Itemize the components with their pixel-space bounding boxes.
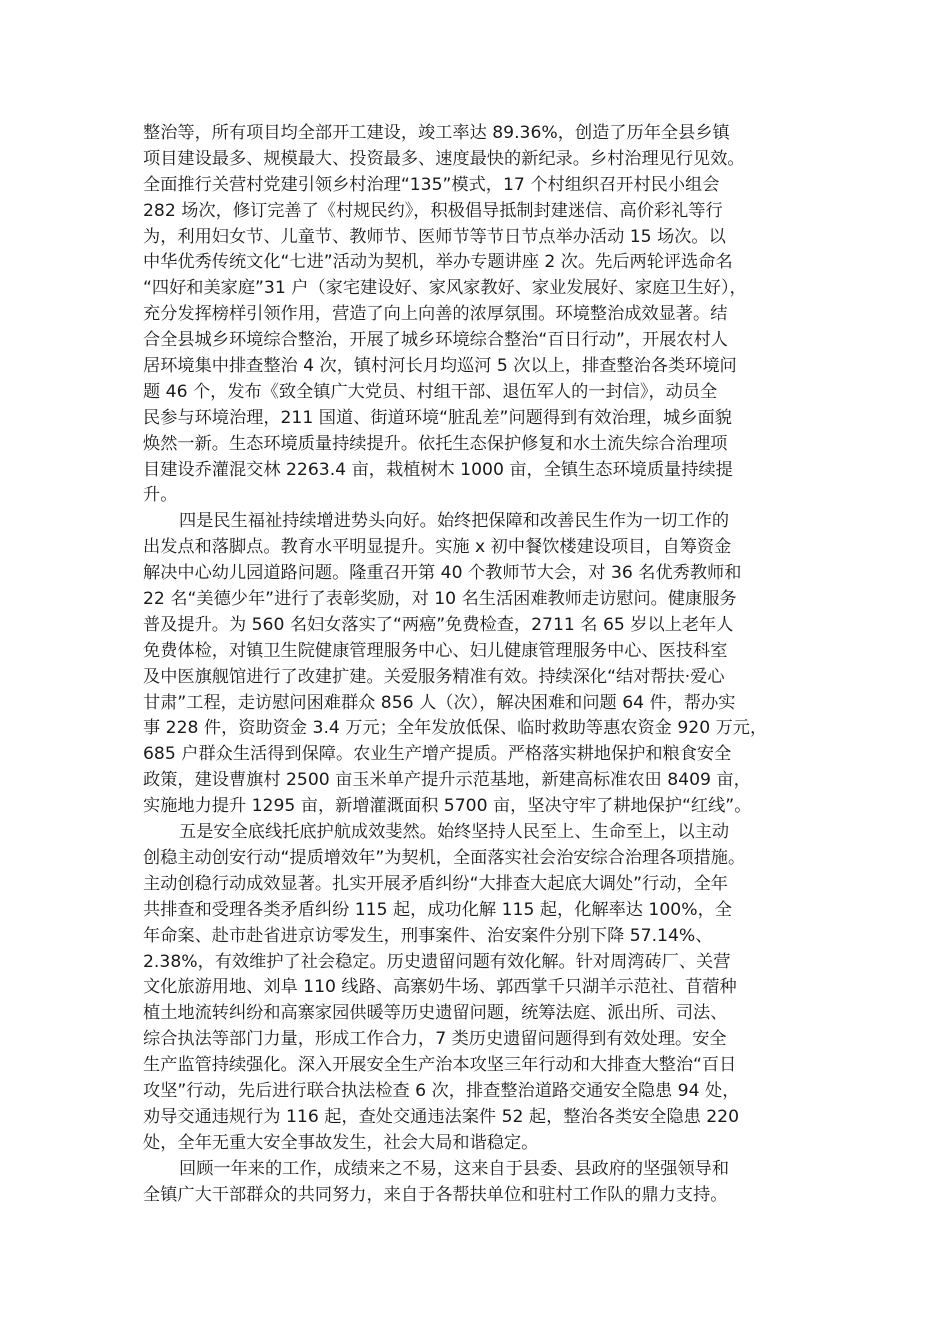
text-line: 处，全年无重大安全事故发生，社会大局和谐稳定。 <box>143 1132 539 1153</box>
text-line: 题 46 个，发布《致全镇广大党员、村组干部、退伍军人的一封信》，动员全 <box>143 381 718 402</box>
text-line: 文化旅游用地、刘阜 110 线路、高寨奶牛场、郭西掌千只湖羊示范社、苜蓿种 <box>143 977 737 998</box>
text-line: 综合执法等部门力量，形成工作合力，7 类历史遗留问题得到有效处理。安全 <box>143 1029 727 1050</box>
text-line: 生产监管持续强化。深入开展安全生产治本攻坚三年行动和大排查大整治“百日 <box>143 1055 737 1076</box>
text-line: 2.38%，有效维护了社会稳定。历史遗留问题有效化解。针对周湾砖厂、关营 <box>143 951 731 972</box>
text-line: “四好和美家庭”31 户（家宅建设好、家风家教好、家业发展好、家庭卫生好）， <box>143 278 747 299</box>
paragraph-start-line: 五是安全底线托底护航成效斐然。始终坚持人民至上、生命至上，以主动 <box>179 822 730 843</box>
text-line: 685 户群众生活得到保障。农业生产增产提质。严格落实耕地保护和粮食安全 <box>143 744 732 765</box>
text-line: 主动创稳行动成效显著。扎实开展矛盾纠纷“大排查大起底大调处”行动，全年 <box>143 873 728 894</box>
text-line: 为，利用妇女节、儿童节、教师节、医师节等节日节点举办活动 15 场次。以 <box>143 226 726 247</box>
paragraph-start-line: 回顾一年来的工作，成绩来之不易，这来自于县委、县政府的坚强领导和 <box>179 1158 730 1179</box>
text-line: 282 场次，修订完善了《村规民约》，积极倡导抵制封建迷信、高价彩礼等行 <box>143 200 723 221</box>
text-line: 目建设乔灌混交林 2263.4 亩，栽植树木 1000 亩，全镇生态环境质量持续提 <box>143 459 733 480</box>
document-body <box>143 121 811 1208</box>
text-line: 共排查和受理各类矛盾纠纷 115 起，成功化解 115 起，化解率达 100%，全 <box>143 899 732 920</box>
text-line: 普及提升。为 560 名妇女落实了“两癌”免费检查，2711 名 65 岁以上老年人 <box>143 614 734 635</box>
text-line: 植土地流转纠纷和高寨家园供暖等历史遗留问题，统筹法庭、派出所、司法、 <box>143 1003 728 1024</box>
text-line: 升。 <box>143 485 178 506</box>
text-line: 充分发挥榜样引领作用，营造了向上向善的浓厚氛围。环境整治成效显著。结 <box>143 304 728 325</box>
text-line: 免费体检，对镇卫生院健康管理服务中心、妇儿健康管理服务中心、医技科室 <box>143 640 728 661</box>
text-line: 及中医旗舰馆进行了改建扩建。关爱服务精准有效。持续深化“结对帮扶·爱心 <box>143 666 725 687</box>
text-line: 出发点和落脚点。教育水平明显提升。实施 x 初中餐饮楼建设项目，自筹资金 <box>143 537 732 558</box>
text-line: 项目建设最多、规模最大、投资最多、速度最快的新纪录。乡村治理见行见效。 <box>143 148 745 169</box>
text-line: 整治等，所有项目均全部开工建设，竣工率达 89.36%，创造了历年全县乡镇 <box>143 123 730 143</box>
text-line: 中华优秀传统文化“七进”活动为契机，举办专题讲座 2 次。先后两轮评选命名 <box>143 252 733 273</box>
text-line: 实施地力提升 1295 亩，新增灌溉面积 5700 亩，坚决守牢了耕地保护“红线”。 <box>143 796 752 817</box>
text-line: 焕然一新。生态环境质量持续提升。依托生态保护修复和水土流失综合治理项 <box>143 433 728 454</box>
text-line: 居环境集中排查整治 4 次，镇村河长月均巡河 5 次以上，排查整治各类环境问 <box>143 356 737 377</box>
text-line: 创稳主动创安行动“提质增效年”为契机，全面落实社会治安综合治理各项措施。 <box>143 847 746 868</box>
text-line: 劝导交通违规行为 116 起，查处交通违法案件 52 起，整治各类安全隐患 220 <box>143 1106 740 1127</box>
text-line: 22 名“美德少年”进行了表彰奖励，对 10 名生活困难教师走访慰问。健康服务 <box>143 589 737 610</box>
text-line: 攻坚”行动，先后进行联合执法检查 6 次，排查整治道路交通安全隐患 94 处， <box>143 1080 740 1101</box>
paragraph-start-line: 四是民生福祉持续增进势头向好。始终把保障和改善民生作为一切工作的 <box>179 511 730 532</box>
text-line: 政策，建设曹旗村 2500 亩玉米单产提升示范基地，新建高标准农田 8409 亩， <box>143 770 751 791</box>
text-line: 事 228 件，资助资金 3.4 万元；全年发放低保、临时救助等惠农资金 920 万元， <box>143 718 768 739</box>
text-line: 合全县城乡环境综合整治，开展了城乡环境综合整治“百日行动”，开展农村人 <box>143 330 728 351</box>
text-line: 全面推行关营村党建引领乡村治理“135”模式，17 个村组织召开村民小组会 <box>143 174 720 195</box>
text-line: 民参与环境治理，211 国道、街道环境“脏乱差”问题得到有效治理，城乡面貌 <box>143 407 732 428</box>
text-line: 甘肃”工程，走访慰问困难群众 856 人（次），解决困难和问题 64 件，帮办实 <box>143 692 736 713</box>
text-line: 全镇广大干部群众的共同努力，来自于各帮扶单位和驻村工作队的鼎力支持。 <box>143 1184 728 1205</box>
text-line: 年命案、赴市赴省进京访零发生，刑事案件、治安案件分别下降 57.14%、 <box>143 925 713 946</box>
text-line: 解决中心幼儿园道路问题。隆重召开第 40 个教师节大会，对 36 名优秀教师和 <box>143 563 742 584</box>
